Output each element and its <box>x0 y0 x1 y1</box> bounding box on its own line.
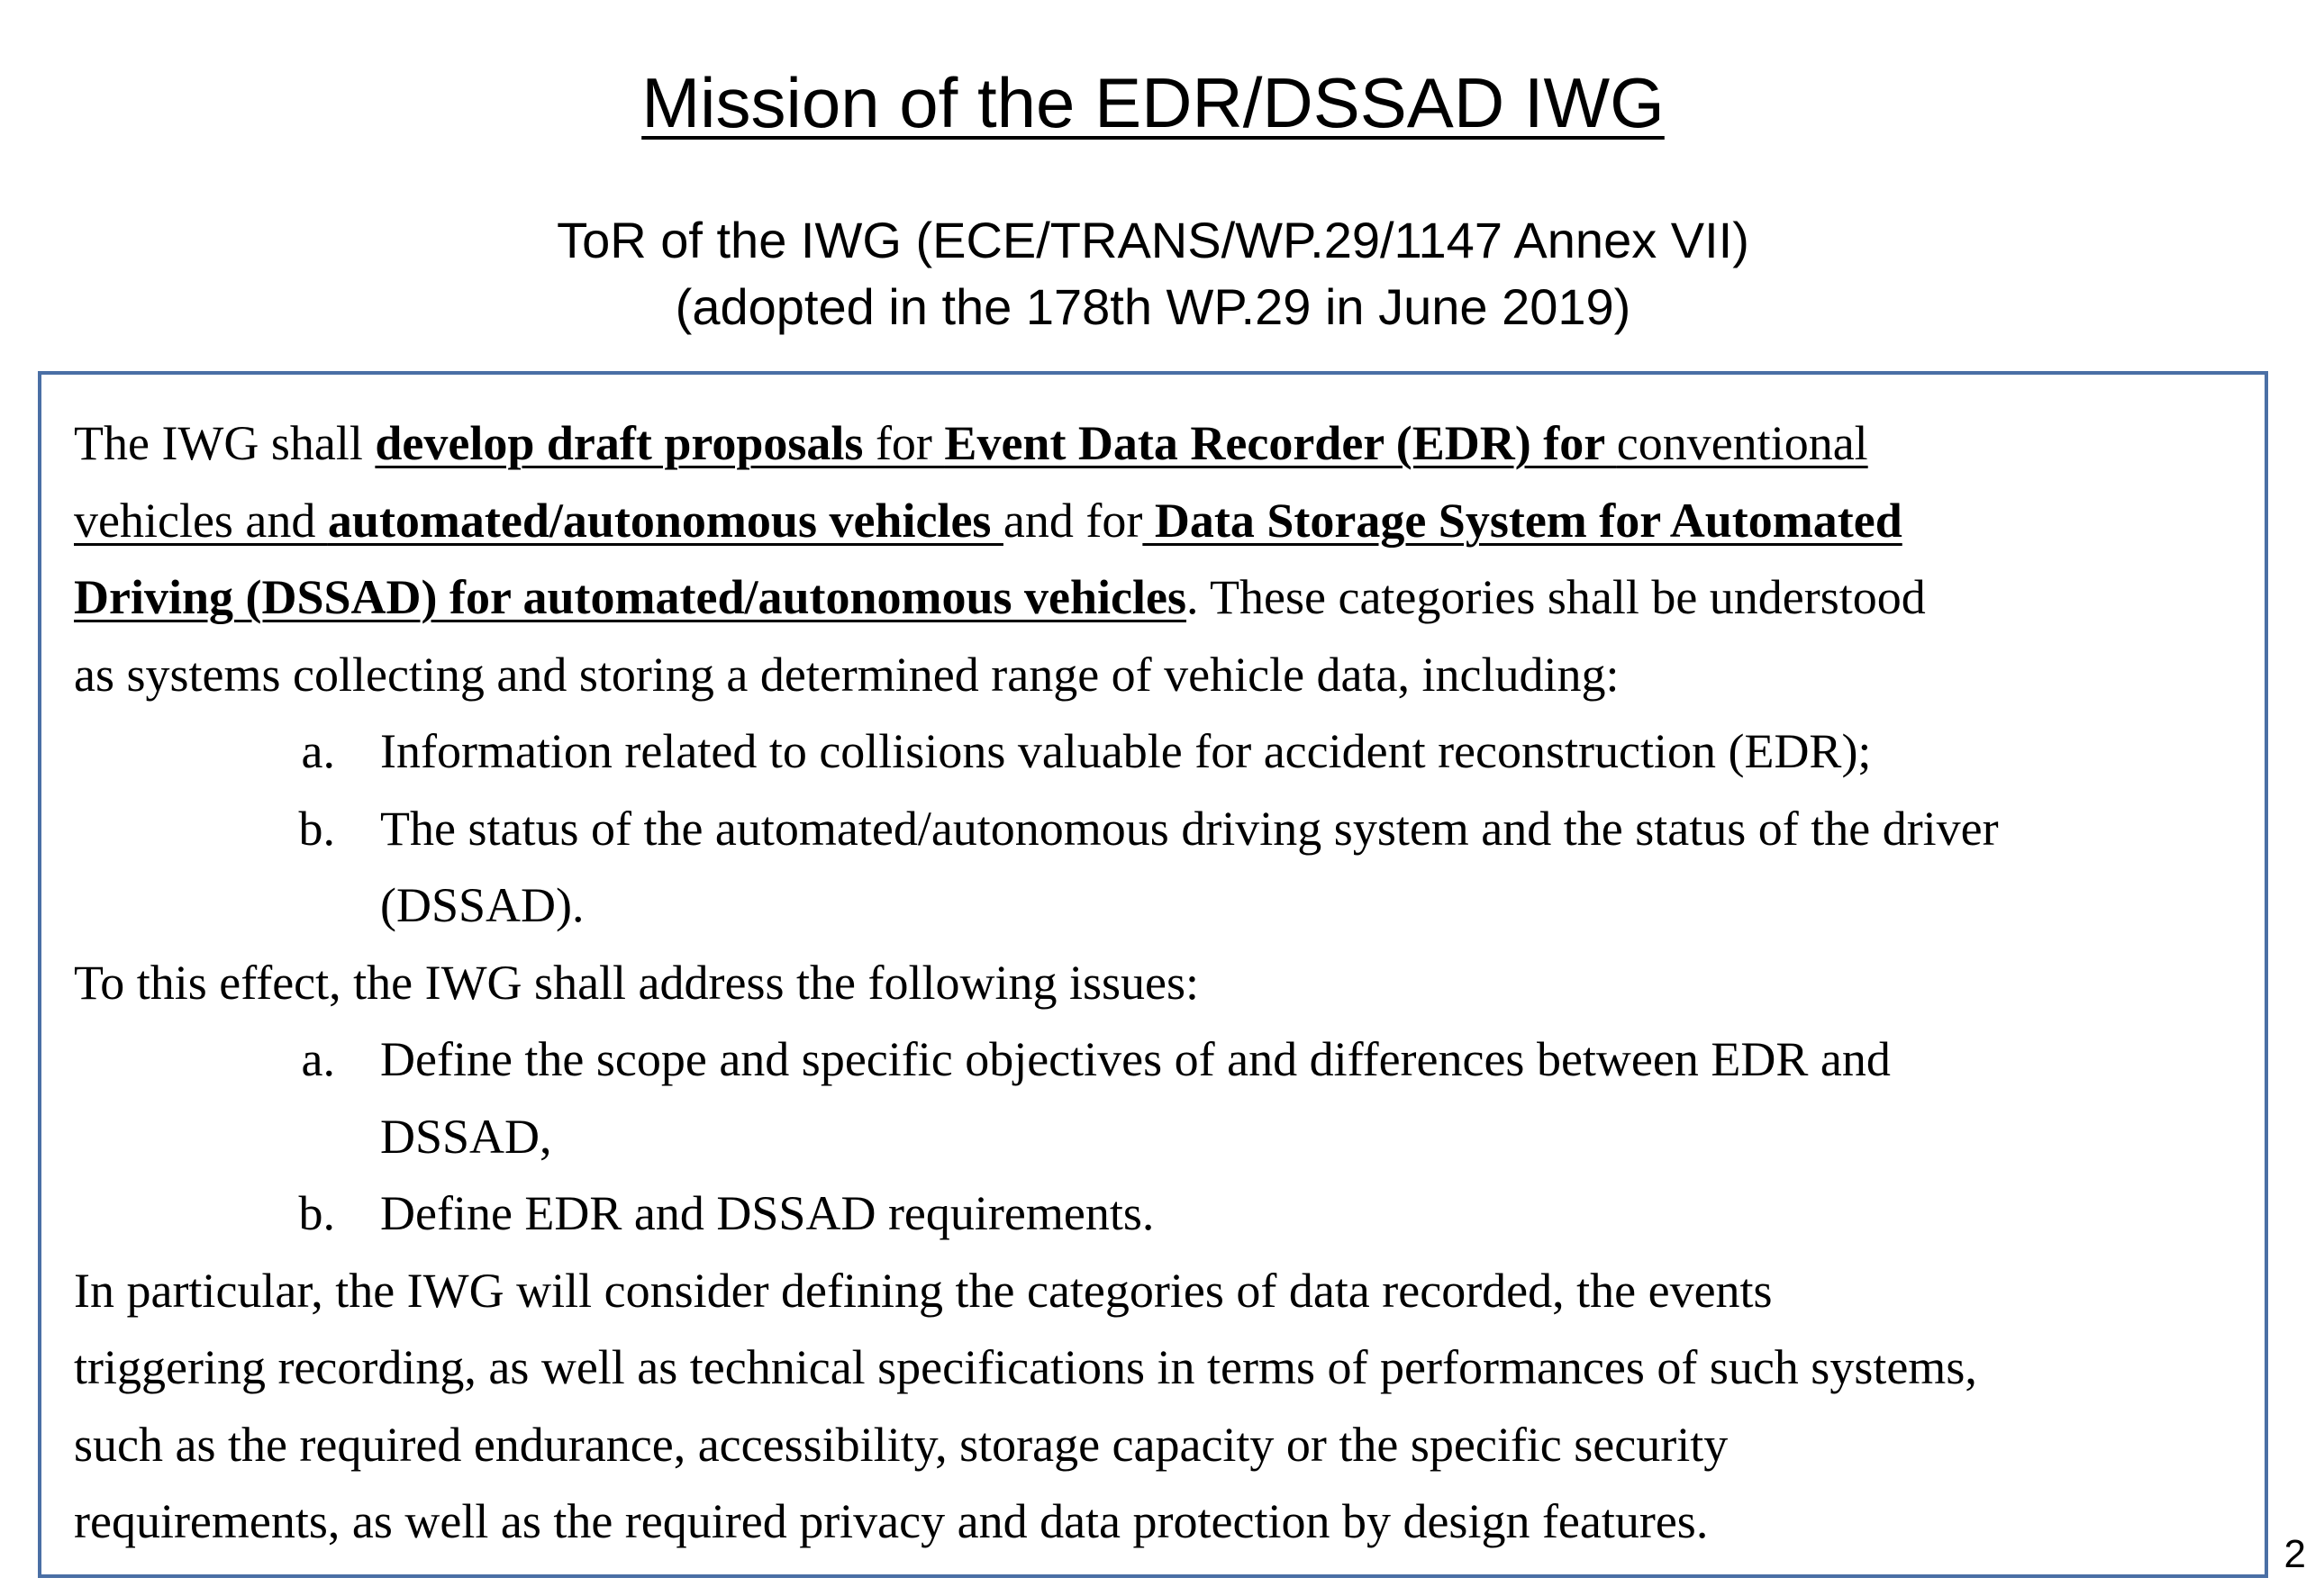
paragraph-1-line-4: as systems collecting and storing a determined range of vehicle data, including: <box>74 647 1620 702</box>
text-span: and for <box>1003 493 1143 548</box>
list-marker: a. <box>301 1032 335 1086</box>
list-item-text: Define the scope and specific objectives of and differences between EDR and <box>380 1032 1891 1086</box>
emphasis-dssad-1: Data Storage System for Automated <box>1142 493 1902 548</box>
paragraph-2: To this effect, the IWG shall address the following issues: <box>74 955 1199 1010</box>
emphasis-edr: Event Data Recorder (EDR) for <box>944 416 1617 470</box>
subtitle-line-2: (adopted in the 178th WP.29 in June 2019) <box>675 278 1631 335</box>
emphasis-develop-draft-proposals: develop draft proposals <box>375 416 876 470</box>
tor-body <box>74 405 2236 1561</box>
list-2-item-b <box>74 1175 2236 1253</box>
list-2-item-a <box>74 1021 2236 1099</box>
text-span: The IWG shall <box>74 416 376 470</box>
page-title <box>0 59 2306 146</box>
list-2-item-a-continuation: DSSAD, <box>380 1109 552 1164</box>
subtitle-line-1: ToR of the IWG (ECE/TRANS/WP.29/1147 Annex VII) <box>557 212 1749 268</box>
list-marker: b. <box>298 1186 335 1240</box>
paragraph-3-line-1: In particular, the IWG will consider defining the categories of data recorded, the events <box>74 1263 1773 1318</box>
text-span: vehicles and <box>74 493 328 548</box>
text-span: conventional <box>1616 416 1868 470</box>
paragraph-3-line-4: requirements, as well as the required privacy and data protection by design features. <box>74 1494 1709 1548</box>
paragraph-1-line-1 <box>74 405 2236 483</box>
list-marker: a. <box>301 724 335 778</box>
page-number: 2 <box>2283 1532 2306 1576</box>
paragraph-3-line-2: triggering recording, as well as technical specifications in terms of performances of such systems, <box>74 1340 1977 1394</box>
subtitle <box>0 207 2306 340</box>
list-1-item-a <box>74 713 2236 791</box>
list-1-item-b-continuation: (DSSAD). <box>380 878 585 932</box>
list-marker: b. <box>298 801 335 856</box>
text-span: for <box>875 416 945 470</box>
paragraph-1-line-3 <box>74 559 2236 637</box>
text-span: . These categories shall be understood <box>1186 570 1926 624</box>
page-title-text: Mission of the EDR/DSSAD IWG <box>641 63 1665 142</box>
emphasis-automated-vehicles: automated/autonomous vehicles <box>327 493 1003 548</box>
list-item-text: Information related to collisions valuable for accident reconstruction (EDR); <box>380 724 1872 778</box>
list-1-item-b <box>74 791 2236 868</box>
emphasis-dssad-2: Driving (DSSAD) for automated/autonomous vehicles <box>74 570 1187 624</box>
paragraph-3-line-3: such as the required endurance, accessibility, storage capacity or the specific security <box>74 1417 1729 1472</box>
paragraph-1-line-2 <box>74 483 2236 560</box>
list-item-text: The status of the automated/autonomous driving system and the status of the driver <box>380 801 1999 856</box>
list-item-text: Define EDR and DSSAD requirements. <box>380 1186 1155 1240</box>
